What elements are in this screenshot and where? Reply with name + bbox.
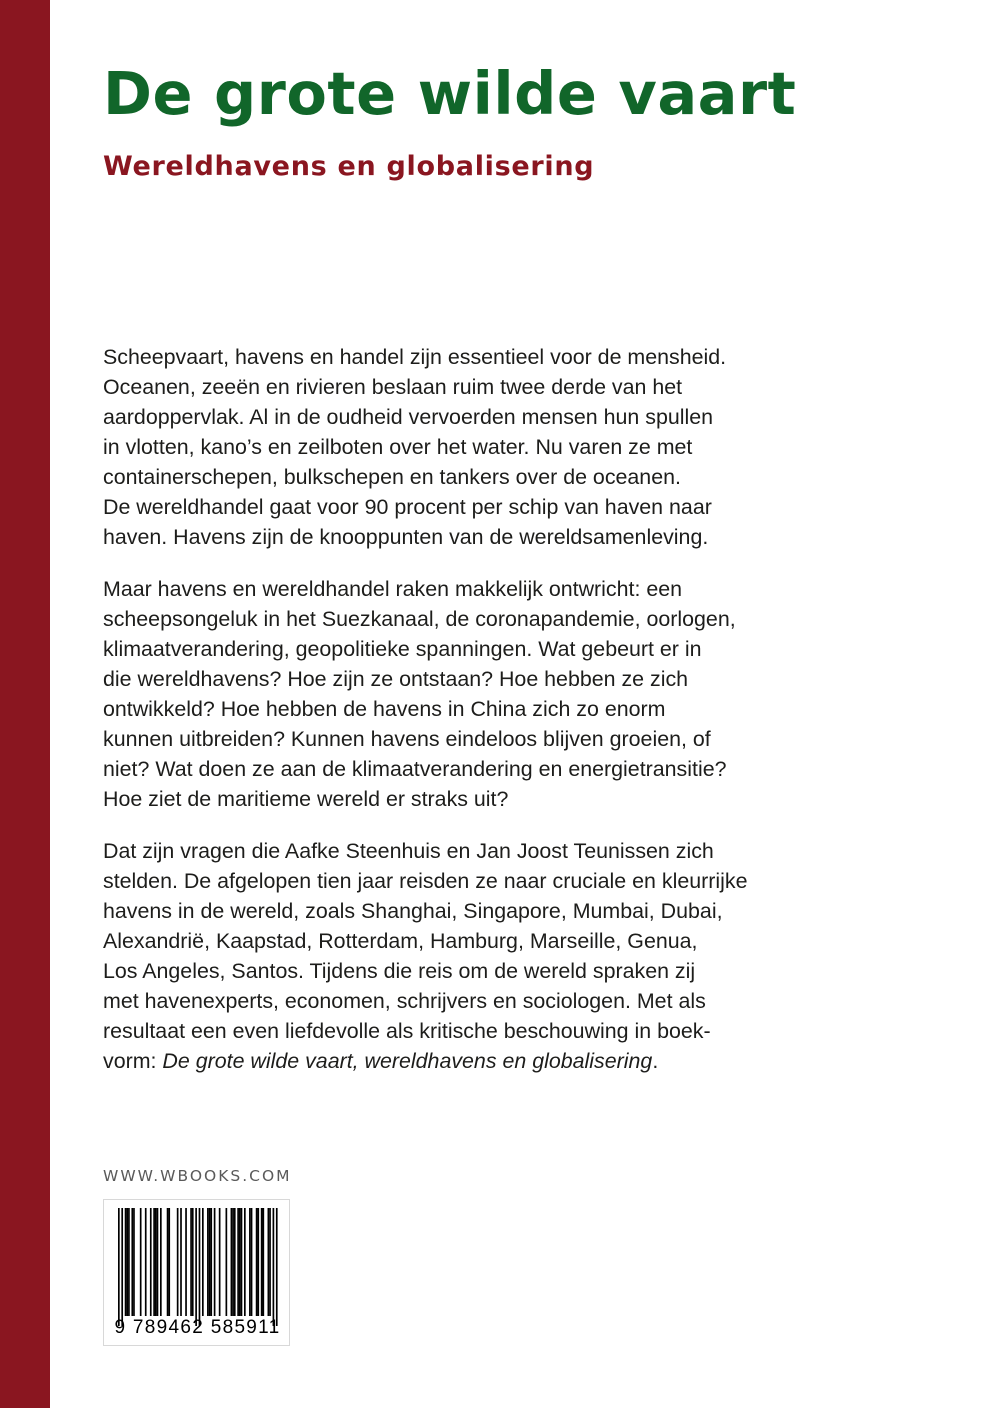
barcode-bar xyxy=(190,1208,192,1316)
barcode-bar xyxy=(140,1208,142,1316)
text-line-prefix: vorm: xyxy=(103,1049,163,1073)
barcode-bar xyxy=(244,1208,246,1316)
text-line: De wereldhandel gaat voor 90 procent per schip van haven naar xyxy=(103,495,712,519)
barcode-bar xyxy=(276,1208,278,1326)
barcode-bar xyxy=(210,1208,212,1316)
text-line: aardoppervlak. Al in de oudheid vervoerden mensen hun spullen xyxy=(103,405,714,429)
barcode-bar xyxy=(237,1208,239,1316)
book-title-reference: De grote wilde vaart, wereldhavens en globalisering xyxy=(162,1049,653,1073)
text-line: kunnen uitbreiden? Kunnen havens eindeloos blijven groeien, of xyxy=(103,727,711,751)
barcode-bar xyxy=(180,1208,182,1316)
barcode-bar xyxy=(257,1208,259,1316)
text-line: Alexandrië, Kaapstad, Rotterdam, Hamburg, Marseille, Genua, xyxy=(103,929,698,953)
text-line: Dat zijn vragen die Aafke Steenhuis en Jan Joost Teunissen zich xyxy=(103,839,714,863)
barcode-bar xyxy=(150,1208,152,1316)
barcode-bar xyxy=(249,1208,251,1316)
text-line: Los Angeles, Santos. Tijdens die reis om de wereld spraken zij xyxy=(103,959,696,983)
text-line: containerschepen, bulkschepen en tankers over de oceanen. xyxy=(103,465,681,489)
barcode-bar xyxy=(241,1208,243,1316)
isbn-barcode xyxy=(103,1199,290,1346)
barcode-bar xyxy=(153,1208,155,1316)
blurb-paragraph-2 xyxy=(103,574,803,814)
barcode-bar xyxy=(207,1208,209,1316)
text-line: haven. Havens zijn de knooppunten van de wereldsamenleving. xyxy=(103,525,709,549)
barcode-bar xyxy=(214,1208,216,1316)
text-line: resultaat een even liefdevolle als kritische beschouwing in boek- xyxy=(103,1019,711,1043)
sentence-end: . xyxy=(652,1049,659,1073)
blurb xyxy=(103,342,803,1098)
barcode-bar xyxy=(239,1208,241,1316)
text-line: Maar havens en wereldhandel raken makkelijk ontwricht: een xyxy=(103,577,683,601)
book-subtitle: Wereldhavens en globalisering xyxy=(103,151,595,182)
barcode-bar xyxy=(126,1208,128,1316)
barcode-bar xyxy=(133,1208,135,1316)
barcode-bar xyxy=(177,1208,179,1316)
barcode-bar xyxy=(199,1208,201,1326)
barcode-bar xyxy=(262,1208,264,1316)
barcode-bar xyxy=(251,1208,253,1316)
text-line: scheepsongeluk in het Suezkanaal, de coronapandemie, oorlogen, xyxy=(103,607,736,631)
barcode-bar xyxy=(202,1208,204,1316)
barcode-bar xyxy=(155,1208,157,1316)
barcode-bar xyxy=(145,1208,147,1316)
book-title: De grote wilde vaart xyxy=(103,59,797,128)
barcode-bar xyxy=(168,1208,170,1316)
text-line: niet? Wat doen ze aan de klimaatverandering en energietransitie? xyxy=(103,757,727,781)
text-line: ontwikkeld? Hoe hebben de havens in China zich zo enorm xyxy=(103,697,666,721)
spine-stripe xyxy=(0,0,50,1408)
barcode-bar xyxy=(118,1208,120,1326)
text-line: in vlotten, kano’s en zeilboten over het water. Nu varen ze met xyxy=(103,435,693,459)
barcode-bar xyxy=(256,1208,258,1316)
barcode-bar xyxy=(226,1208,228,1316)
text-line: die wereldhavens? Hoe zijn ze ontstaan? Hoe hebben ze zich xyxy=(103,667,689,691)
text-line: klimaatverandering, geopolitieke spanningen. Wat gebeurt er in xyxy=(103,637,702,661)
publisher-website: WWW.WBOOKS.COM xyxy=(103,1167,292,1185)
barcode-bar xyxy=(185,1208,187,1316)
text-line: Oceanen, zeeën en rivieren beslaan ruim twee derde van het xyxy=(103,375,683,399)
barcode-bar xyxy=(157,1208,159,1316)
barcode-bar xyxy=(167,1208,169,1316)
barcode-bar xyxy=(125,1208,127,1316)
barcode-bar xyxy=(128,1208,130,1316)
barcode-bar xyxy=(131,1208,133,1316)
blurb-paragraph-1 xyxy=(103,342,803,552)
barcode-bar xyxy=(269,1208,271,1316)
barcode-bar xyxy=(121,1208,123,1326)
text-line: havens in de wereld, zoals Shanghai, Singapore, Mumbai, Dubai, xyxy=(103,899,723,923)
blurb-paragraph-3 xyxy=(103,836,803,1076)
barcode-bar xyxy=(160,1208,162,1316)
barcode-bar xyxy=(268,1208,270,1316)
barcode-bar xyxy=(232,1208,234,1316)
barcode-bar xyxy=(192,1208,194,1316)
text-line: Scheepvaart, havens en handel zijn essentieel voor de mensheid. xyxy=(103,345,727,369)
barcode-bar xyxy=(231,1208,233,1316)
isbn-number: 9 789462 585911 xyxy=(114,1317,281,1338)
text-line: Hoe ziet de maritieme wereld er straks uit? xyxy=(103,787,509,811)
barcode-bar xyxy=(209,1208,211,1316)
barcode-bar xyxy=(195,1208,197,1326)
text-line: stelden. De afgelopen tien jaar reisden ze naar cruciale en kleurrijke xyxy=(103,869,748,893)
barcode-bar xyxy=(234,1208,236,1316)
barcode-bar xyxy=(261,1208,263,1316)
barcode-bar xyxy=(273,1208,275,1326)
barcode-bar xyxy=(219,1208,221,1316)
text-line: met havenexperts, economen, schrijvers en sociologen. Met als xyxy=(103,989,706,1013)
